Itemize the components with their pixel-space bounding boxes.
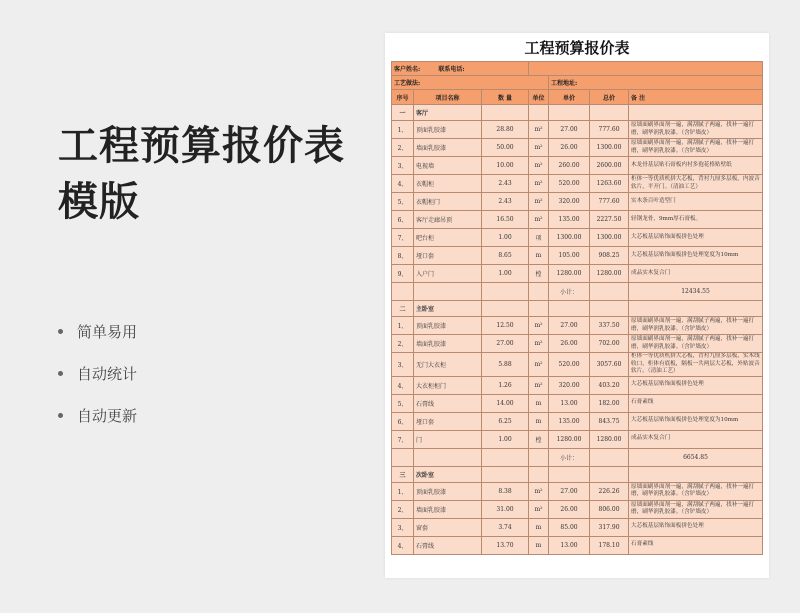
- item-note: 实木条百叶造型门: [629, 193, 763, 211]
- subtotal-row: [392, 448, 763, 466]
- item-unit: m²: [529, 335, 549, 353]
- item-price: 1280.00: [549, 430, 590, 448]
- item-quantity: 6.25: [482, 412, 529, 430]
- item-note: 原墙面刷界面剂一遍，满刮腻子两遍，找补一遍打磨，刷华润乳胶漆。（含铲墙皮）: [629, 500, 763, 518]
- section-number: 一: [392, 105, 414, 121]
- item-unit: m²: [529, 193, 549, 211]
- table-row: [392, 430, 763, 448]
- item-unit: 樘: [529, 430, 549, 448]
- column-header: 总价: [590, 90, 629, 105]
- item-number: 3、: [392, 157, 414, 175]
- item-number: 4、: [392, 376, 414, 394]
- item-note: 大芯板基层贴饰面板拼色处理: [629, 518, 763, 536]
- empty-cell: [590, 301, 629, 317]
- column-header: 序号: [392, 90, 414, 105]
- item-price: 1280.00: [549, 265, 590, 283]
- customer-label: 客户姓名:: [394, 66, 421, 73]
- empty-cell: [529, 466, 549, 482]
- item-total: 777.60: [590, 121, 629, 139]
- item-quantity: 13.70: [482, 536, 529, 554]
- item-name: 顶面乳胶漆: [414, 121, 482, 139]
- craft-label: 工艺做法:: [392, 76, 549, 90]
- item-price: 520.00: [549, 175, 590, 193]
- item-quantity: 2.43: [482, 175, 529, 193]
- item-name: 无门大衣柜: [414, 353, 482, 377]
- item-unit: m²: [529, 500, 549, 518]
- table-row: [392, 536, 763, 554]
- item-name: 衣帽柜门: [414, 193, 482, 211]
- empty-cell: [629, 105, 763, 121]
- item-price: 85.00: [549, 518, 590, 536]
- subtotal-row: [392, 283, 763, 301]
- item-total: 226.26: [590, 482, 629, 500]
- empty-cell: [482, 283, 529, 301]
- item-quantity: 14.00: [482, 394, 529, 412]
- item-quantity: 1.26: [482, 376, 529, 394]
- section-name: 主卧室: [414, 301, 482, 317]
- section-number: 二: [392, 301, 414, 317]
- item-price: 27.00: [549, 317, 590, 335]
- item-unit: m²: [529, 121, 549, 139]
- empty-cell: [414, 448, 482, 466]
- item-name: 墙面乳胶漆: [414, 500, 482, 518]
- empty-cell: [549, 301, 590, 317]
- item-price: 13.00: [549, 536, 590, 554]
- table-row: [392, 482, 763, 500]
- item-name: 窗套: [414, 518, 482, 536]
- item-quantity: 12.50: [482, 317, 529, 335]
- table-row: [392, 376, 763, 394]
- item-number: 1、: [392, 317, 414, 335]
- empty-cell: [482, 105, 529, 121]
- item-total: 337.50: [590, 317, 629, 335]
- item-unit: m²: [529, 157, 549, 175]
- item-unit: m²: [529, 175, 549, 193]
- item-price: 1300.00: [549, 229, 590, 247]
- item-quantity: 5.88: [482, 353, 529, 377]
- empty-cell: [392, 283, 414, 301]
- item-number: 1、: [392, 121, 414, 139]
- item-name: 石膏线: [414, 536, 482, 554]
- table-row: [392, 265, 763, 283]
- item-total: 806.00: [590, 500, 629, 518]
- item-number: 3、: [392, 353, 414, 377]
- item-note: 木龙骨基层贴石膏板内衬多孢花格贴壁纸: [629, 157, 763, 175]
- item-quantity: 31.00: [482, 500, 529, 518]
- table-row: [392, 139, 763, 157]
- table-row: [392, 229, 763, 247]
- empty-cell: [529, 105, 549, 121]
- item-number: 9、: [392, 265, 414, 283]
- item-price: 105.00: [549, 247, 590, 265]
- item-note: 大芯板基层贴饰面板拼色处理: [629, 376, 763, 394]
- item-unit: m²: [529, 139, 549, 157]
- item-unit: m²: [529, 211, 549, 229]
- item-total: 178.10: [590, 536, 629, 554]
- item-unit: m²: [529, 482, 549, 500]
- section-number: 三: [392, 466, 414, 482]
- subtotal-label: 小计：: [549, 283, 590, 301]
- craft-row: [392, 76, 763, 90]
- item-total: 1280.00: [590, 430, 629, 448]
- sheet-title: 工程预算报价表: [524, 39, 630, 57]
- item-unit: 项: [529, 229, 549, 247]
- item-number: 7、: [392, 229, 414, 247]
- item-unit: m²: [529, 353, 549, 377]
- item-price: 320.00: [549, 376, 590, 394]
- item-name: 墙面乳胶漆: [414, 335, 482, 353]
- item-quantity: 3.74: [482, 518, 529, 536]
- item-unit: m: [529, 412, 549, 430]
- item-note: 石膏素线: [629, 394, 763, 412]
- item-total: 908.25: [590, 247, 629, 265]
- empty-cell: [549, 466, 590, 482]
- empty-cell: [629, 466, 763, 482]
- item-note: 柜体一等优质机拼大芯板，背衬九厘多层板，实木线收口，柜体有底板，隔板一共两层大芯板，外贴波音软片。（清油工艺）: [629, 353, 763, 377]
- feature-list: [58, 310, 137, 436]
- item-name: 入户门: [414, 265, 482, 283]
- item-price: 27.00: [549, 121, 590, 139]
- feature-label: 自动更新: [77, 406, 138, 425]
- column-header: 单价: [549, 90, 590, 105]
- feature-item: [58, 394, 137, 436]
- item-price: 26.00: [549, 139, 590, 157]
- item-name: 客厅走廊吊顶: [414, 211, 482, 229]
- item-number: 6、: [392, 412, 414, 430]
- item-unit: m²: [529, 376, 549, 394]
- item-total: 403.20: [590, 376, 629, 394]
- table-row: [392, 211, 763, 229]
- item-note: 柜体一等优质机拼大芯板，背衬九厘多层板，内波音软片，平开门。（清油工艺）: [629, 175, 763, 193]
- subtotal-value: 12434.55: [629, 283, 763, 301]
- item-note: 大芯板基层贴饰面板拼色处理宽度为10mm: [629, 412, 763, 430]
- item-unit: m: [529, 394, 549, 412]
- empty-cell: [590, 448, 629, 466]
- empty-cell: [414, 283, 482, 301]
- item-total: 3057.60: [590, 353, 629, 377]
- customer-row: [392, 62, 763, 76]
- phone-label: 联系电话:: [438, 66, 465, 73]
- item-note: 原墙面刷界面剂一遍，满刮腻子两遍，找补一遍打磨，刷华润乳胶漆。（含铲墙皮）: [629, 139, 763, 157]
- column-header: 单位: [529, 90, 549, 105]
- empty-cell: [482, 448, 529, 466]
- section-row: [392, 301, 763, 317]
- feature-item: [58, 352, 137, 394]
- item-quantity: 8.65: [482, 247, 529, 265]
- bullet-dot-icon: [58, 371, 63, 376]
- section-name: 客厅: [414, 105, 482, 121]
- empty-cell: [549, 105, 590, 121]
- table-row: [392, 335, 763, 353]
- item-name: 顶面乳胶漆: [414, 482, 482, 500]
- item-name: 垭口套: [414, 412, 482, 430]
- feature-label: 自动统计: [77, 364, 138, 383]
- item-price: 520.00: [549, 353, 590, 377]
- empty-cell: [392, 448, 414, 466]
- item-quantity: 10.00: [482, 157, 529, 175]
- section-name: 次卧室: [414, 466, 482, 482]
- table-row: [392, 353, 763, 377]
- feature-label: 简单易用: [77, 322, 138, 341]
- item-name: 大衣柜柜门: [414, 376, 482, 394]
- item-name: 墙面乳胶漆: [414, 139, 482, 157]
- table-row: [392, 175, 763, 193]
- item-name: 电视墙: [414, 157, 482, 175]
- item-quantity: 1.00: [482, 229, 529, 247]
- item-name: 衣帽柜: [414, 175, 482, 193]
- empty-cell: [590, 283, 629, 301]
- item-name: 门: [414, 430, 482, 448]
- item-number: 2、: [392, 139, 414, 157]
- table-row: [392, 157, 763, 175]
- quote-table: [391, 61, 763, 555]
- empty-cell: [529, 283, 549, 301]
- item-total: 1300.00: [590, 229, 629, 247]
- column-header: 备 注: [629, 90, 763, 105]
- item-note: 大芯板基层贴饰面板拼色处理: [629, 229, 763, 247]
- empty-cell: [529, 301, 549, 317]
- quote-sheet: [385, 33, 769, 578]
- item-note: 石膏素线: [629, 536, 763, 554]
- item-number: 7、: [392, 430, 414, 448]
- item-quantity: 1.00: [482, 430, 529, 448]
- item-number: 4、: [392, 175, 414, 193]
- item-quantity: 50.00: [482, 139, 529, 157]
- table-row: [392, 247, 763, 265]
- table-row: [392, 193, 763, 211]
- item-quantity: 27.00: [482, 335, 529, 353]
- item-quantity: 1.00: [482, 265, 529, 283]
- item-number: 5、: [392, 193, 414, 211]
- item-total: 2227.50: [590, 211, 629, 229]
- item-quantity: 2.43: [482, 193, 529, 211]
- empty-cell: [629, 301, 763, 317]
- section-row: [392, 105, 763, 121]
- item-quantity: 28.80: [482, 121, 529, 139]
- item-note: 成品实木复合门: [629, 430, 763, 448]
- item-price: 320.00: [549, 193, 590, 211]
- table-row: [392, 317, 763, 335]
- item-total: 2600.00: [590, 157, 629, 175]
- section-row: [392, 466, 763, 482]
- empty-cell: [529, 448, 549, 466]
- item-price: 13.00: [549, 394, 590, 412]
- column-header: 数 量: [482, 90, 529, 105]
- item-note: 原墙面刷界面剂一遍，满刮腻子两遍，找补一遍打磨，刷华润乳胶漆。（含铲墙皮）: [629, 121, 763, 139]
- promo-title: 工程预算报价表模版: [58, 123, 345, 225]
- item-number: 4、: [392, 536, 414, 554]
- empty-cell: [482, 466, 529, 482]
- item-number: 1、: [392, 482, 414, 500]
- address-label: 工程地址:: [549, 76, 763, 90]
- item-price: 26.00: [549, 500, 590, 518]
- bullet-dot-icon: [58, 329, 63, 334]
- item-price: 135.00: [549, 412, 590, 430]
- item-name: 吧台柜: [414, 229, 482, 247]
- item-total: 777.60: [590, 193, 629, 211]
- item-note: 原墙面刷界面剂一遍，满刮腻子两遍，找补一遍打磨，刷华润乳胶漆。（含铲墙皮）: [629, 482, 763, 500]
- table-row: [392, 121, 763, 139]
- item-number: 2、: [392, 500, 414, 518]
- item-total: 1263.60: [590, 175, 629, 193]
- item-total: 1280.00: [590, 265, 629, 283]
- column-header: 项目名称: [414, 90, 482, 105]
- header-row: [392, 90, 763, 105]
- table-row: [392, 518, 763, 536]
- item-unit: m: [529, 536, 549, 554]
- empty-cell: [482, 301, 529, 317]
- item-number: 3、: [392, 518, 414, 536]
- item-name: 石膏线: [414, 394, 482, 412]
- item-unit: m: [529, 247, 549, 265]
- empty-cell: [590, 105, 629, 121]
- subtotal-label: 小计：: [549, 448, 590, 466]
- item-unit: m²: [529, 317, 549, 335]
- item-quantity: 16.50: [482, 211, 529, 229]
- empty-cell: [590, 466, 629, 482]
- item-total: 1300.00: [590, 139, 629, 157]
- item-total: 843.75: [590, 412, 629, 430]
- table-row: [392, 500, 763, 518]
- item-quantity: 8.38: [482, 482, 529, 500]
- table-row: [392, 412, 763, 430]
- item-unit: 樘: [529, 265, 549, 283]
- table-row: [392, 394, 763, 412]
- item-total: 182.00: [590, 394, 629, 412]
- subtotal-value: 6654.85: [629, 448, 763, 466]
- item-price: 26.00: [549, 335, 590, 353]
- feature-item: [58, 310, 137, 352]
- item-note: 成品实木复合门: [629, 265, 763, 283]
- item-number: 2、: [392, 335, 414, 353]
- item-number: 6、: [392, 211, 414, 229]
- item-total: 317.90: [590, 518, 629, 536]
- item-note: 原墙面刷界面剂一遍，满刮腻子两遍，找补一遍打磨，刷华润乳胶漆。（含铲墙皮）: [629, 317, 763, 335]
- item-name: 顶面乳胶漆: [414, 317, 482, 335]
- item-price: 27.00: [549, 482, 590, 500]
- bullet-dot-icon: [58, 413, 63, 418]
- item-number: 8、: [392, 247, 414, 265]
- item-name: 垭口套: [414, 247, 482, 265]
- item-price: 135.00: [549, 211, 590, 229]
- item-note: 大芯板基层贴饰面板拼色处理宽度为10mm: [629, 247, 763, 265]
- item-total: 702.00: [590, 335, 629, 353]
- item-unit: m: [529, 518, 549, 536]
- item-price: 260.00: [549, 157, 590, 175]
- item-note: 原墙面刷界面剂一遍，满刮腻子两遍，找补一遍打磨，刷华润乳胶漆。（含铲墙皮）: [629, 335, 763, 353]
- item-note: 轻钢龙骨，9mm厚石膏板。: [629, 211, 763, 229]
- item-number: 5、: [392, 394, 414, 412]
